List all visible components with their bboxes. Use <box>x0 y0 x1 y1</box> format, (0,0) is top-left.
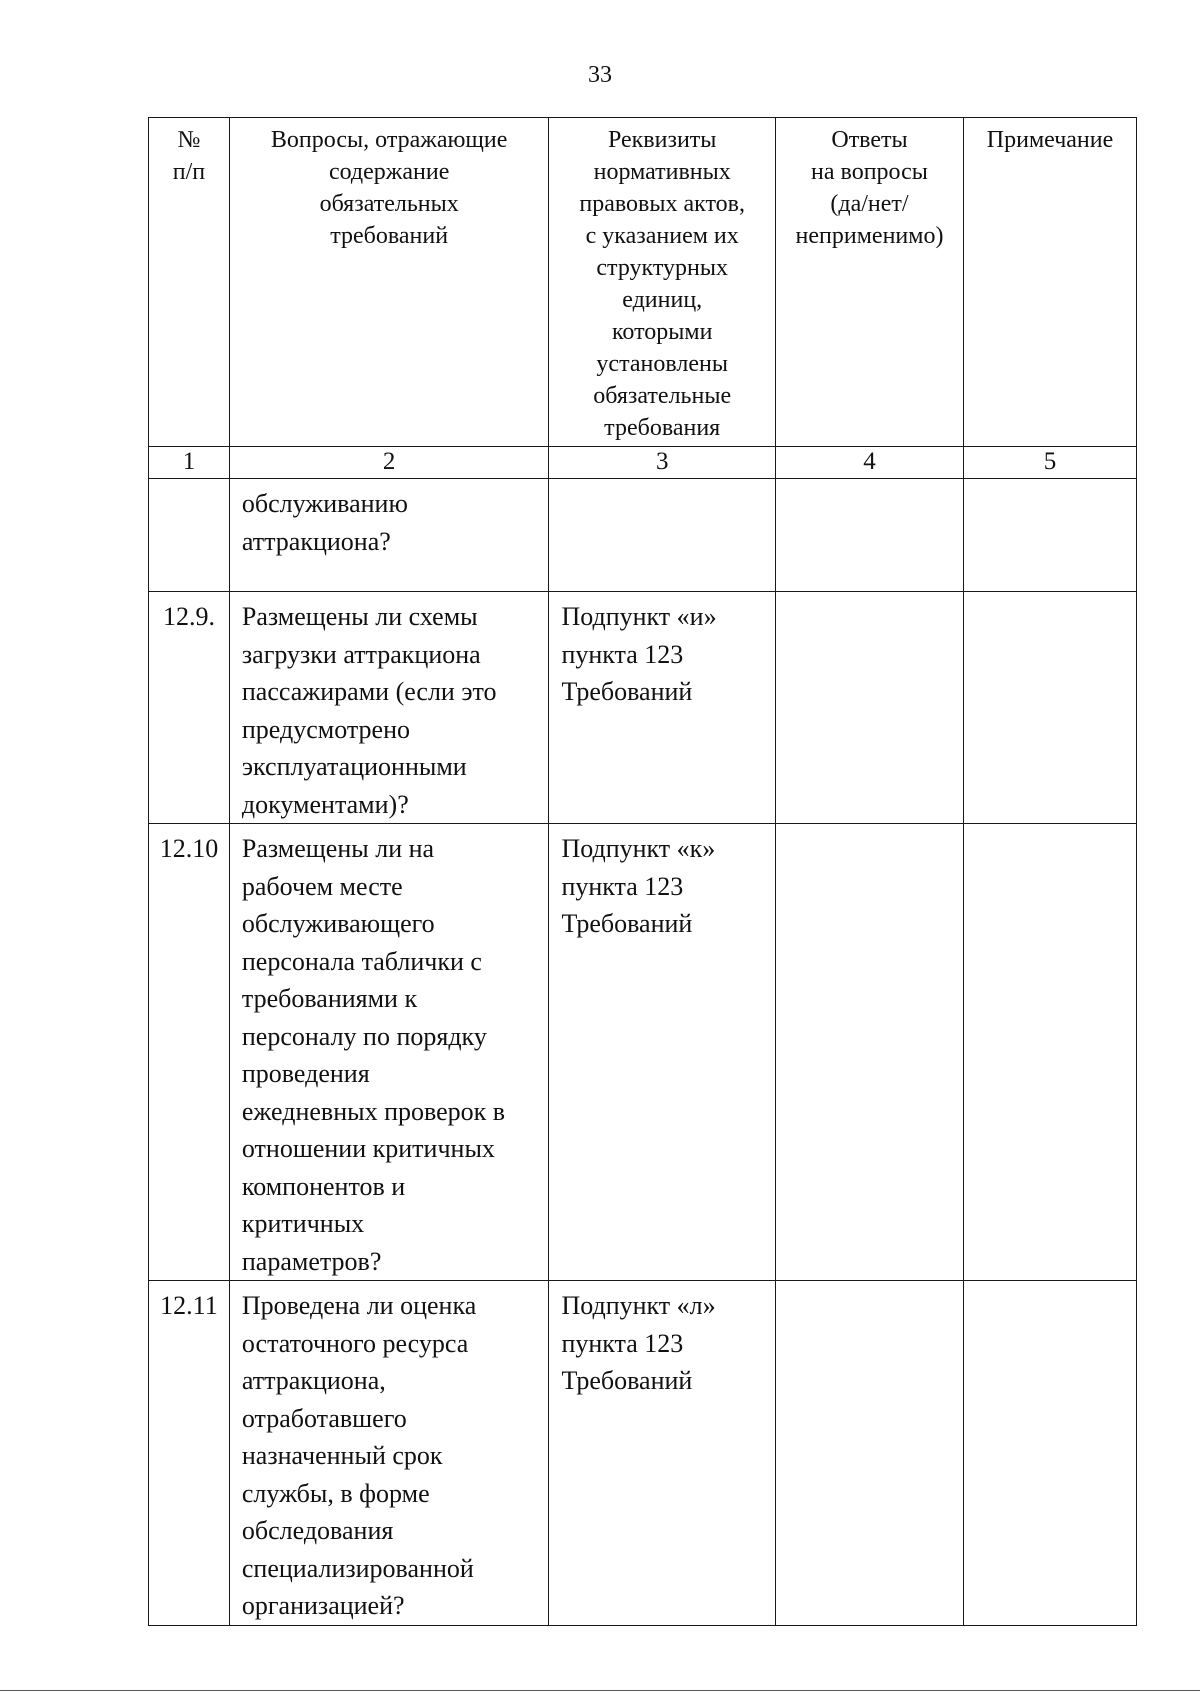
row-note <box>964 592 1137 824</box>
header-answer <box>775 118 963 447</box>
row-question <box>229 479 549 592</box>
table-row <box>149 824 1137 1281</box>
page-bottom-rule <box>0 1690 1200 1691</box>
text-line: установлены <box>596 351 728 377</box>
text-line: пункта 123 <box>561 871 684 901</box>
text-line: п/п <box>172 159 206 185</box>
row-number: 12.9. <box>149 592 230 824</box>
text-line: структурных <box>596 255 728 281</box>
text-line: требований <box>330 223 449 249</box>
column-number: 3 <box>549 447 776 479</box>
text-line: отработавшего <box>241 1403 407 1433</box>
row-number: 12.11 <box>149 1281 230 1626</box>
text-line: неприменимо) <box>795 223 944 249</box>
column-number: 5 <box>964 447 1137 479</box>
header-question <box>229 118 549 447</box>
row-question <box>229 1281 549 1626</box>
text-line: с указанием их <box>585 223 739 249</box>
text-line: отношении критичных <box>241 1134 495 1163</box>
row-answer <box>775 1281 963 1626</box>
row-note <box>964 824 1137 1281</box>
table-row <box>149 592 1137 824</box>
row-requisites <box>549 592 776 824</box>
row-answer <box>775 824 963 1281</box>
row-note <box>964 1281 1137 1626</box>
text-line: службы, в форме <box>241 1478 430 1508</box>
text-line: аттракциона? <box>241 526 391 556</box>
column-number: 4 <box>775 447 963 479</box>
page-number: 33 <box>588 62 612 88</box>
text-line: критичных <box>241 1209 365 1238</box>
text-line: Подпункт «и» <box>561 602 717 631</box>
text-line: обследования <box>241 1516 394 1545</box>
text-line: на вопросы <box>811 159 928 185</box>
text-line: Вопросы, отражающие <box>270 127 508 153</box>
text-line: Подпункт «к» <box>561 834 716 863</box>
text-line: аттракциона, <box>241 1366 386 1395</box>
text-line: обязательные <box>593 383 732 409</box>
text-line: обслуживающего <box>241 909 435 938</box>
text-line: обслуживанию <box>241 489 408 518</box>
text-line: пункта 123 <box>561 639 684 669</box>
text-line: Требований <box>561 1366 693 1395</box>
header-note <box>964 118 1137 447</box>
text-line: ежедневных проверок в <box>241 1096 506 1126</box>
text-line: Размещены ли схемы <box>241 602 478 631</box>
row-number: 12.10 <box>149 824 230 1281</box>
text-line: Проведена ли оценка <box>241 1291 477 1320</box>
text-line: Реквизиты <box>607 127 717 153</box>
text-line: предусмотрено <box>241 714 411 744</box>
text-line: Ответы <box>831 127 908 153</box>
checklist-table <box>148 117 1137 1626</box>
row-requisites <box>549 1281 776 1626</box>
row-answer <box>775 592 963 824</box>
text-line: организацией? <box>241 1591 405 1620</box>
header-row <box>149 118 1137 447</box>
header-number <box>149 118 230 447</box>
text-line: Требований <box>561 909 693 938</box>
text-line: Примечание <box>986 127 1114 153</box>
column-number: 1 <box>149 447 230 479</box>
text-line: загрузки аттракциона <box>241 639 481 669</box>
text-line: Подпункт «л» <box>561 1291 716 1320</box>
text-line: требования <box>604 415 721 441</box>
column-number-row <box>149 447 1137 479</box>
text-line: назначенный срок <box>241 1441 443 1470</box>
text-line: персоналу по порядку <box>241 1021 487 1051</box>
text-line: компонентов и <box>241 1171 406 1201</box>
text-line: № <box>177 127 201 153</box>
text-line: проведения <box>241 1059 370 1088</box>
text-line: рабочем месте <box>241 871 403 901</box>
text-line: специализированной <box>241 1553 474 1583</box>
text-line: правовых актов, <box>579 191 745 217</box>
row-question <box>229 824 549 1281</box>
text-line: пункта 123 <box>561 1328 684 1358</box>
text-line: эксплуатационными <box>241 752 467 781</box>
row-answer <box>775 479 963 592</box>
text-line: которыми <box>611 319 713 345</box>
text-line: документами)? <box>241 789 409 819</box>
text-line: (да/нет/ <box>830 191 909 217</box>
text-line: пассажирами (если это <box>241 677 497 706</box>
text-line: обязательных <box>319 191 459 217</box>
column-number: 2 <box>229 447 549 479</box>
text-line: Требований <box>561 677 693 706</box>
text-line: требованиями к <box>241 984 418 1013</box>
row-number <box>149 479 230 592</box>
text-line: Размещены ли на <box>241 834 435 863</box>
text-line: нормативных <box>593 159 731 185</box>
text-line: персонала таблички с <box>241 946 482 976</box>
text-line: единиц, <box>622 287 703 313</box>
text-line: параметров? <box>241 1246 382 1276</box>
row-requisites <box>549 479 776 592</box>
table-row <box>149 1281 1137 1626</box>
header-requisites <box>549 118 776 447</box>
row-note <box>964 479 1137 592</box>
table-row <box>149 479 1137 592</box>
text-line: остаточного ресурса <box>241 1328 469 1358</box>
row-question <box>229 592 549 824</box>
row-requisites <box>549 824 776 1281</box>
text-line: содержание <box>328 159 450 185</box>
